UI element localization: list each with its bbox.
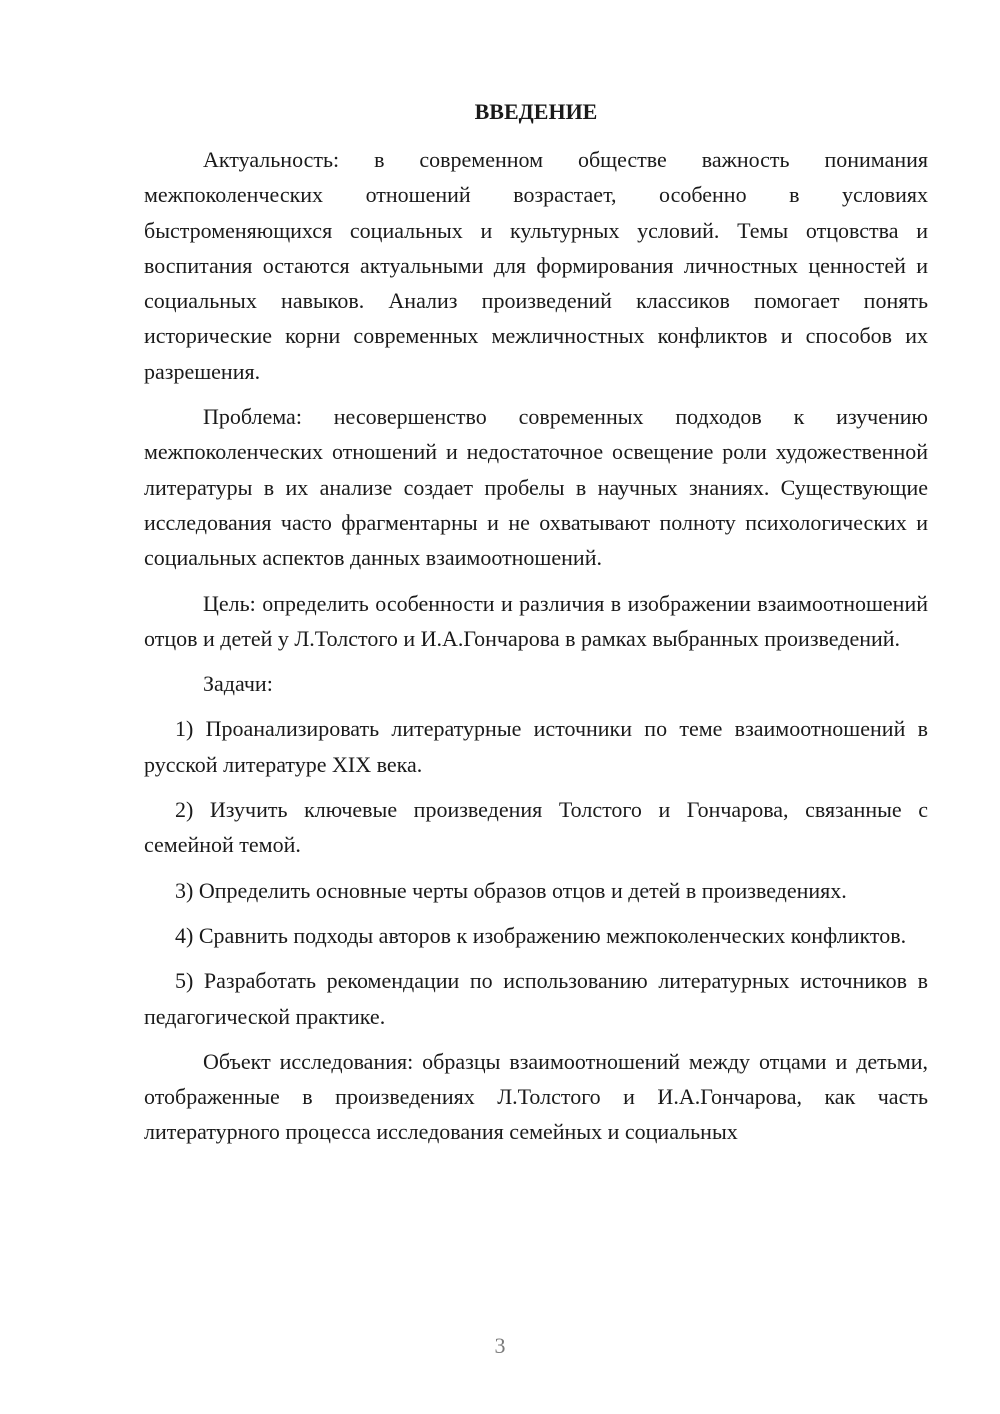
section-title: ВВЕДЕНИЕ	[474, 99, 598, 124]
page-content	[144, 94, 928, 1160]
task-item: 1) Проанализировать литературные источники по теме взаимоотношений в русской литературе XIX века.	[144, 716, 928, 777]
page-number: 3	[494, 1333, 506, 1358]
task-item: 5) Разработать рекомендации по использованию литературных источников в педагогической практике.	[144, 968, 928, 1029]
paragraph-problem: Проблема: несовершенство современных подходов к изучению межпоколенческих отношений и недостаточное освещение роли художественной литературы в их анализе создает пробелы в научных знаниях. Существующие исследования часто фрагментарны и не охватывают полноту психологических и социальных аспектов данных взаимоотношений.	[144, 404, 928, 571]
paragraph-relevance: Актуальность: в современном обществе важность понимания межпоколенческих отношений возрастает, особенно в условиях быстроменяющихся социальных и культурных условий. Темы отцовства и воспитания остаются актуальными для формирования личностных ценностей и социальных навыков. Анализ произведений классиков помогает понять исторические корни современных межличностных конфликтов и способов их разрешения.	[144, 147, 928, 384]
tasks-label: Задачи:	[203, 671, 273, 697]
task-item: 2) Изучить ключевые произведения Толстого и Гончарова, связанные с семейной темой.	[144, 797, 928, 858]
task-item: 4) Сравнить подходы авторов к изображению межпоколенческих конфликтов.	[175, 922, 907, 948]
paragraph-goal: Цель: определить особенности и различия в изображении взаимоотношений отцов и детей у Л.Толстого и И.А.Гончарова в рамках выбранных произведений.	[144, 590, 928, 651]
paragraph-object: Объект исследования: образцы взаимоотношений между отцами и детьми, отображенные в произведениях Л.Толстого и И.А.Гончарова, как часть литературного процесса исследования семейных и социальных	[144, 1048, 928, 1145]
task-item: 3) Определить основные черты образов отцов и детей в произведениях.	[175, 877, 847, 903]
